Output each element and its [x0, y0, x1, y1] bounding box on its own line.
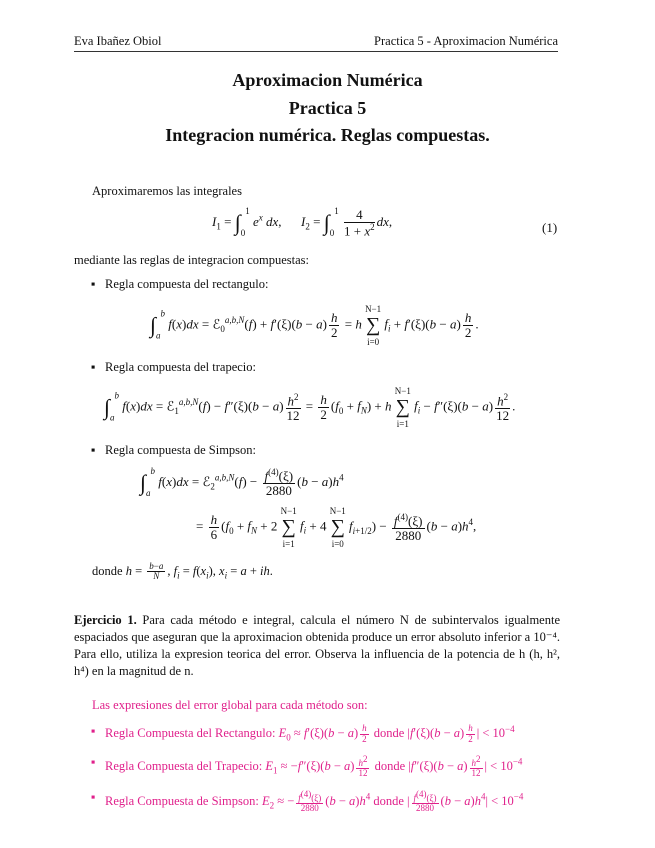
- header-author: Eva Ibañez Obiol: [74, 34, 162, 48]
- formula-simpson-line1: $\int_a^b$ f(x)dx = ℰ$_2^{a,b,N}$(f) − $\frac{f^{(4)}(\xi)}{2880}$ $(b - a)h^4$: [140, 466, 344, 499]
- title-practice: Practica 5: [288, 98, 367, 118]
- answer-rectangle-label: Regla Compuesta del Rectangulo:: [105, 726, 276, 741]
- formula-trapezoid: $\int_a^b$ f(x)dx = ℰ$_1^{a,b,N}$(f) − f″(ξ)(b − a) $\frac{h^2}{12}$ = $\frac{h}{2}$ $(f_0 + f_N) + h$ N−1 ∑ i=1 $f_i - f''(\xi)(b - a)$ $\frac{h^2}{12}$ .: [104, 386, 516, 429]
- formula-simpson-line2: = $\frac{h}{6}$ ($f_0 + f_N + 2$ N−1 ∑ i=1 $f_i + 4$ N−1 ∑ i=0 $f_{i+1/2}$) − $\frac{f^{(4)}(\xi)}{2880}$ $(b - a)h^4$,: [196, 506, 477, 549]
- answer-simpson-label: Regla Compuesta de Simpson:: [105, 793, 259, 808]
- exercise-1: [74, 612, 560, 680]
- header-rule: [74, 51, 558, 52]
- intro-text: Aproximaremos las integrales: [92, 184, 242, 198]
- exercise-text: Para cada método e integral, calcula el número N de subintervalos igualmente espaciados que aseguran que la aproximacion obtenida produce un error absoluto inferior a 10⁻⁴. Para ello, utiliza la expresion teorica del error. Observa la influencia de la potencia de h (h, h², h⁴) en la magnitud de n.: [74, 613, 561, 678]
- definitions-line: donde h = $\frac{b-a}{N}$ , $f_i = f(x_i)$, $x_i = a$ + ih.: [92, 561, 273, 582]
- rule-trapezoid-label: Regla compuesta del trapecio:: [105, 360, 256, 374]
- rule-rectangle-label: Regla compuesta del rectangulo:: [105, 277, 269, 291]
- answer-intro: Las expresiones del error global para cada método son:: [92, 698, 368, 712]
- answer-trapezoid-connector: donde: [374, 758, 406, 773]
- equation-integrals: $I_1 = \int_0^1$ $e^x$ dx, $I_2 = \int_0^1$ $\frac{4}{1 + x^2}$ dx,: [212, 206, 393, 239]
- rule-simpson-label: Regla compuesta de Simpson:: [105, 443, 257, 457]
- formula-rectangle: $\int_a^b$ f(x)dx = ℰ$_0^{a,b,N}$(f) + f′(ξ)(b − a) $\frac{h}{2}$ = h N−1 ∑ i=0 $f_i + f'(\xi)(b - a)$ $\frac{h}{2}$ .: [150, 304, 479, 347]
- methods-intro: mediante las reglas de integracion compuestas:: [74, 253, 309, 267]
- answer-trapezoid-label: Regla Compuesta del Trapecio:: [105, 758, 263, 773]
- answer-simpson-connector: donde: [373, 793, 404, 808]
- header-course: Practica 5 - Aproximacion Numérica: [374, 34, 558, 48]
- title-course: Aproximacion Numérica: [232, 70, 423, 90]
- answer-rectangle-connector: donde: [373, 726, 405, 741]
- title-topic: Integracion numérica. Reglas compuestas.: [165, 125, 490, 145]
- exercise-label: Ejercicio 1.: [74, 613, 137, 627]
- equation-number: (1): [542, 220, 558, 235]
